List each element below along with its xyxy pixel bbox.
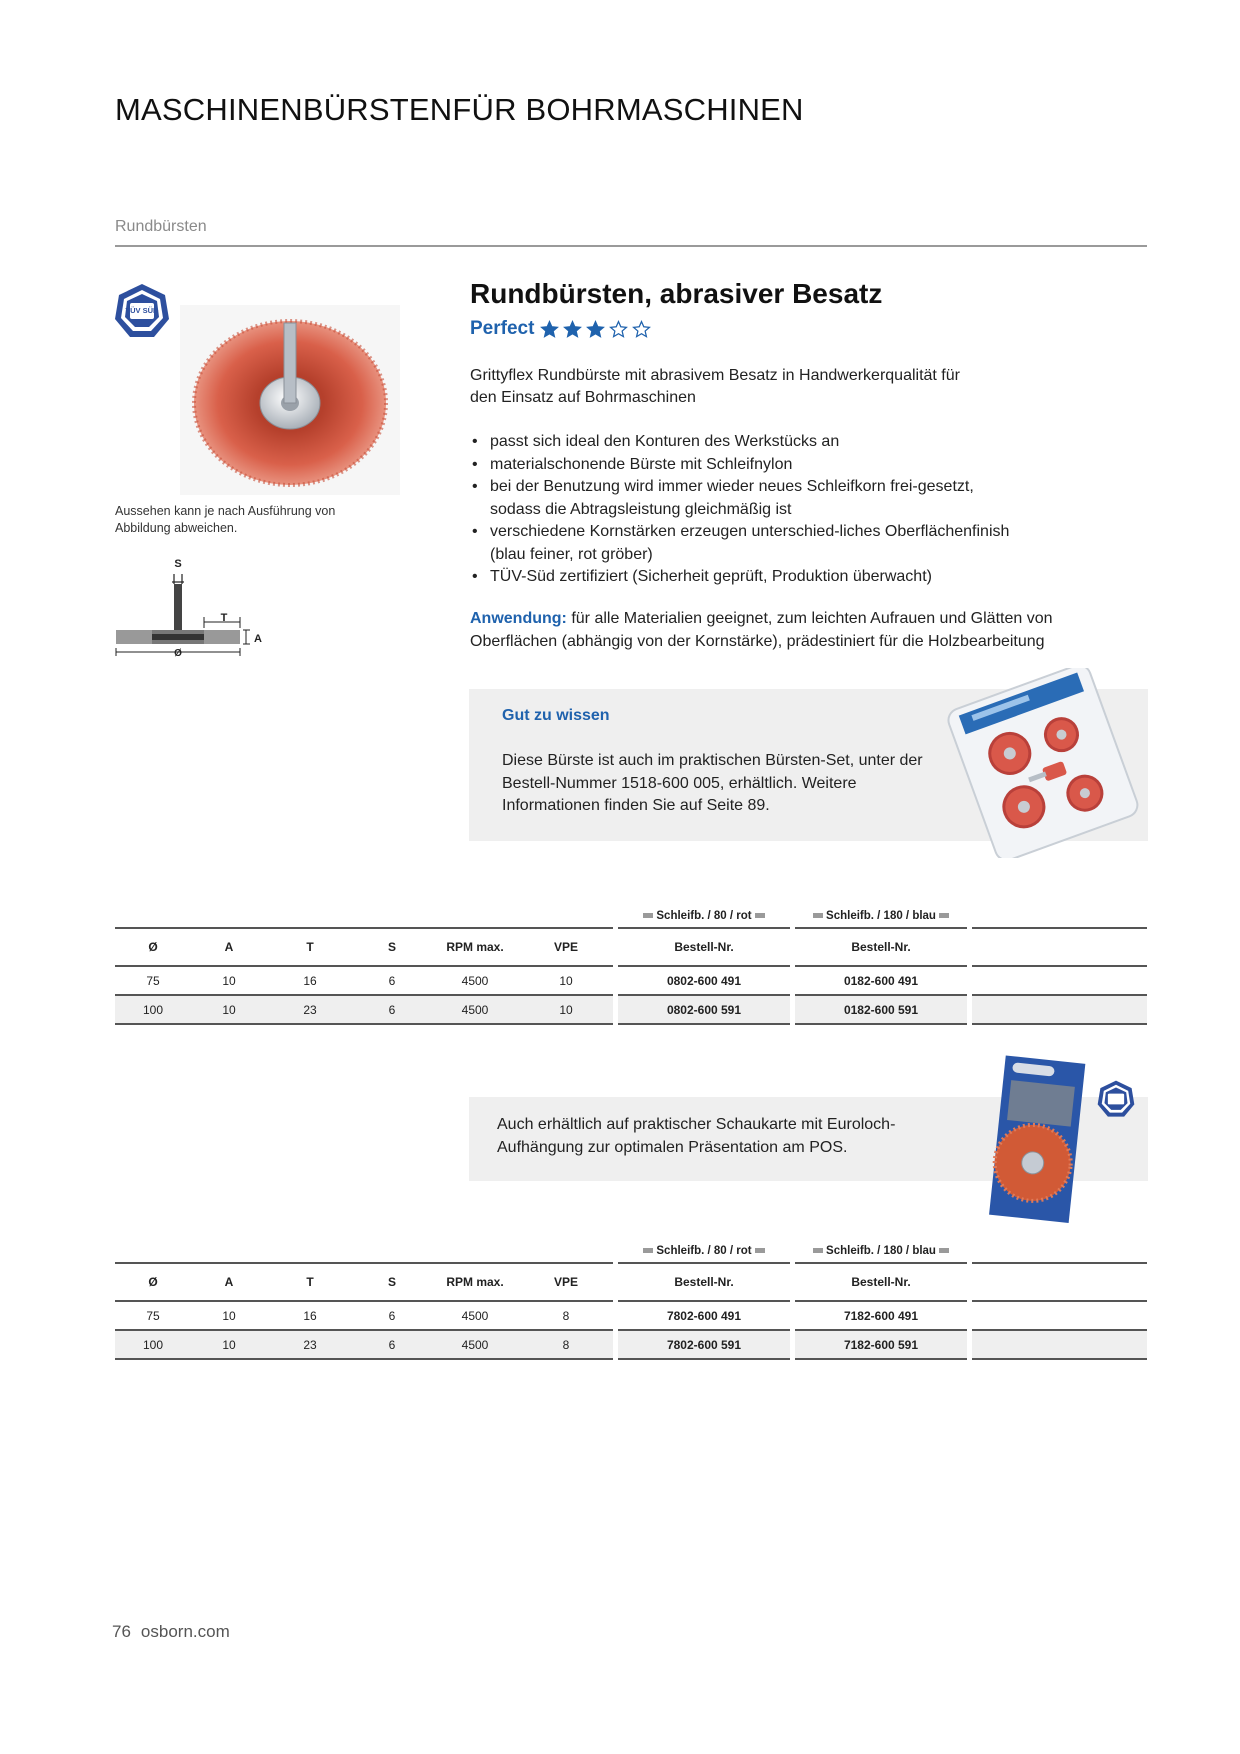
page-title: MASCHINENBÜRSTENFÜR BOHRMASCHINEN [115,92,804,127]
star-filled-icon [586,320,605,339]
application-text: für alle Materialien geeignet, zum leichten Aufrauen und Glätten von Oberflächen (abhängig von der Kornstärke), prädestiniert für die Holzbearbeitung [470,610,1053,650]
page-number: 76 [112,1622,131,1641]
feature-item: • TÜV-Süd zertifiziert (Sicherheit geprüft, Produktion überwacht) [470,566,1010,589]
col-header: Bestell-Nr. [795,1263,967,1301]
feature-item: • materialschonende Bürste mit Schleifnylon [470,454,1010,477]
badge-text: TÜV SÜD [125,306,159,315]
table-row: 100 10 23 6 4500 10 0802-600 591 0182-600 591 [115,995,1147,1024]
col-header: VPE [519,928,613,966]
star-filled-icon [563,320,582,339]
star-filled-icon [540,320,559,339]
feature-list [470,431,1010,589]
col-header: RPM max. [431,928,519,966]
col-header: Bestell-Nr. [618,928,790,966]
brush-set-image [940,668,1145,858]
application-label: Anwendung: [470,610,567,627]
table-row: 75 10 16 6 4500 8 7802-600 491 7182-600 491 [115,1301,1147,1330]
group-label-blue: Schleifb. / 180 / blau [795,1240,967,1263]
section-divider [115,245,1147,247]
star-empty-icon [609,320,628,339]
rating-label: Perfect [470,318,535,339]
dim-label-t: T [220,612,228,624]
dim-label-s: S [174,558,182,570]
dimension-drawing [112,552,272,657]
dim-label-a: A [254,633,262,645]
group-label-red: Schleifb. / 80 / rot [618,905,790,928]
table-header-row [115,1263,1147,1301]
tuv-badge-icon [114,283,170,339]
quality-rating [470,318,651,340]
display-card-image [975,1053,1095,1228]
product-intro: Grittyflex Rundbürste mit abrasivem Besatz in Handwerkerqualität für den Einsatz auf Bohrmaschinen [470,367,960,406]
dim-label-d: Ø [174,648,182,657]
col-header: Ø [115,1263,191,1301]
col-header: Bestell-Nr. [795,928,967,966]
col-header: VPE [519,1263,613,1301]
feature-item: • verschiedene Kornstärken erzeugen unterschied-liches Oberflächenfinish (blau feiner, rot gröber) [470,521,1010,566]
info-box-text: Diese Bürste ist auch im praktischen Bürsten-Set, unter der Bestell-Nummer 1518-600 005, erhältlich. Weitere Informationen finden Sie auf Seite 89. [502,752,923,814]
tuv-badge-small-icon [1097,1080,1135,1118]
table-group-row [115,1240,1147,1263]
info-box-title: Gut zu wissen [502,707,610,724]
col-header: A [191,928,267,966]
footer-website: osborn.com [140,1622,230,1641]
rating-stars [540,320,651,339]
table-row: 100 10 23 6 4500 8 7802-600 591 7182-600 591 [115,1330,1147,1359]
col-header: S [353,928,431,966]
application-note [470,608,1130,653]
star-empty-icon [632,320,651,339]
display-card-text: Auch erhältlich auf praktischer Schaukarte mit Euroloch-Aufhängung zur optimalen Präsentation am POS. [497,1116,896,1156]
table-row: 75 10 16 6 4500 10 0802-600 491 0182-600 491 [115,966,1147,995]
feature-item: • bei der Benutzung wird immer wieder neues Schleifkorn frei-gesetzt, sodass die Abtragsleistung gleichmäßig ist [470,476,1010,521]
table-group-row [115,905,1147,928]
spec-table-2 [115,1240,1147,1360]
table-header-row [115,928,1147,966]
col-header: T [267,928,353,966]
col-header: RPM max. [431,1263,519,1301]
image-caption: Aussehen kann je nach Ausführung von Abbildung abweichen. [115,504,336,535]
col-header: A [191,1263,267,1301]
spec-table-1 [115,905,1147,1025]
section-label: Rundbürsten [115,218,207,235]
product-title: Rundbürsten, abrasiver Besatz [470,278,883,309]
group-label-red: Schleifb. / 80 / rot [618,1240,790,1263]
round-brush-image [180,305,400,495]
feature-item: • passt sich ideal den Konturen des Werkstücks an [470,431,1010,454]
page-footer [112,1622,230,1642]
group-label-blue: Schleifb. / 180 / blau [795,905,967,928]
col-header: T [267,1263,353,1301]
col-header: Bestell-Nr. [618,1263,790,1301]
col-header: Ø [115,928,191,966]
col-header: S [353,1263,431,1301]
